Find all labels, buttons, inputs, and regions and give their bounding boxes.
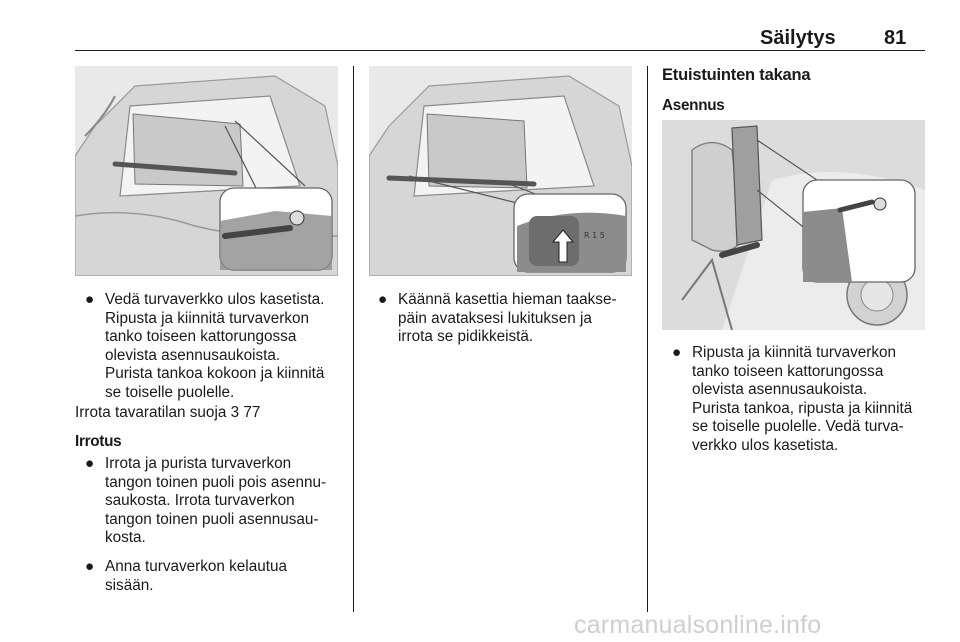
page-section-title: Säilytys bbox=[760, 27, 836, 49]
subheading-irrotus: Irrotus bbox=[75, 433, 122, 450]
section-heading: Etuistuinten takana bbox=[662, 66, 811, 84]
figure-seat-back-net-icon bbox=[662, 120, 925, 330]
bullet-icon: ● bbox=[378, 291, 388, 308]
bullet-text: Irrota ja purista turvaverkon tangon toinen puoli pois asennu- saukosta. Irrota turvaverkon tangon toinen puoli asennusau- kosta. bbox=[105, 455, 327, 546]
bullet-icon: ● bbox=[85, 455, 95, 472]
figure-cassette-rotate-icon bbox=[369, 66, 632, 276]
bullet-text: Käännä kasettia hieman taakse- päin avataksesi lukituksen ja irrota se pidikkeistä. bbox=[398, 291, 617, 345]
bullet-text: Anna turvaverkon kelautua sisään. bbox=[105, 558, 287, 594]
arrow-icon: 3 bbox=[230, 404, 240, 421]
header-divider bbox=[75, 50, 925, 51]
figure-trunk-cargo-net-icon bbox=[75, 66, 338, 276]
bullet-icon: ● bbox=[85, 291, 95, 308]
page-number: 81 bbox=[884, 27, 907, 49]
bullet-text: Vedä turvaverkko ulos kasetista. Ripusta ja kiinnitä turvaverkon tanko toiseen kattorungossa olevista asennusaukoista. Purista tankoa kokoon ja kiinnitä se toiselle puolelle. bbox=[105, 291, 325, 401]
bullet-icon: ● bbox=[85, 558, 95, 575]
subheading-asennus: Asennus bbox=[662, 97, 725, 114]
svg-text:R 1 5: R 1 5 bbox=[584, 231, 605, 240]
cross-reference[interactable] bbox=[75, 404, 260, 423]
bullet-text: Ripusta ja kiinnitä turvaverkon tanko toiseen kattorungossa olevista asennusaukoista. Purista tankoa, ripusta ja kiinnitä se toiselle puolelle. Vedä turva- verkko ulos kasetista. bbox=[692, 344, 913, 454]
column-divider-left bbox=[353, 66, 354, 612]
watermark: carmanualsonline.info bbox=[574, 611, 822, 639]
column-divider-right bbox=[647, 66, 648, 612]
bullet-icon: ● bbox=[672, 344, 682, 361]
cross-reference-text: Irrota tavaratilan suoja bbox=[75, 404, 227, 421]
cross-reference-page: 77 bbox=[243, 404, 261, 421]
